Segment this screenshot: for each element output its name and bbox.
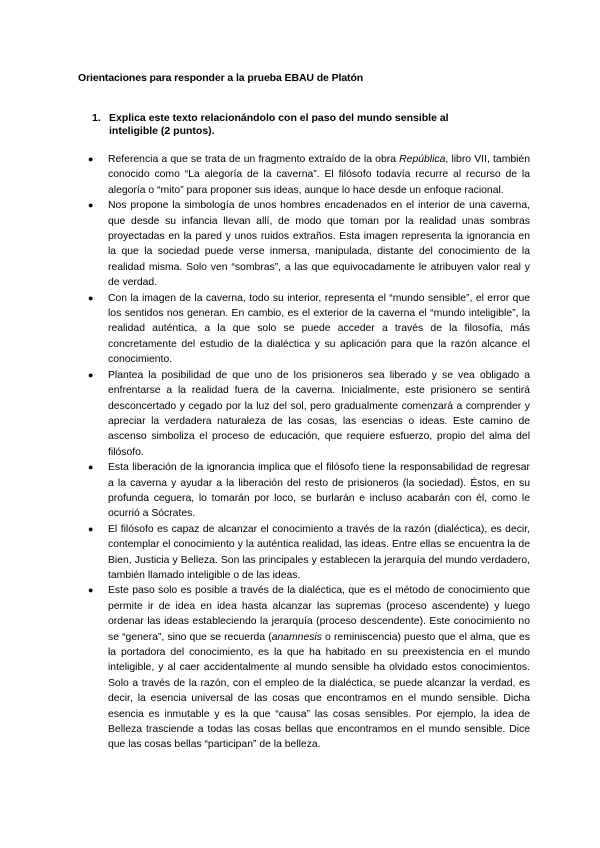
bullet-item [85,583,530,752]
bullet-icon: ● [88,462,94,473]
italic-term: anamnesis [271,631,322,643]
bullet-text [108,293,530,366]
document-title: Orientaciones para responder a la prueba EBAU de Platón [78,72,364,84]
bullet-item [85,368,530,460]
text-run: Plantea la posibilidad de que uno de los prisioneros sea liberado y se vea obligado a enfrentarse a la realidad fuera de la caverna. Inicialmente, este prisionero se sentirá desconcertado y cegado por la luz del sol, pero gradualmente comenzará a comprender y apreciar la verdadera naturaleza de las cosas, las esencias o ideas. Este camino de ascenso simboliza el proceso de educación, que requiere esfuerzo, propio del alma del filósofo. [108,369,530,458]
bullet-text [108,370,530,458]
bullet-icon: ● [88,369,94,380]
bullet-icon: ● [88,292,94,303]
text-run: Este paso solo es posible a través de la dialéctica, que es el método de conocimiento que permite ir de idea en idea hasta alcanzar las supremas (proceso ascendente) y luego ordenar las ideas estableciendo la jerarquía (proceso descendente). Este conocimiento no se “genera”, sino que se recuerda ( [108,585,530,643]
italic-term: República [399,154,446,165]
text-run: , libro VII, también conocido como “La alegoría de la caverna”. El filósofo todavía recurre al recurso de la alegoría o “mito” para proponer sus ideas, aunque lo hace desde un enfoque racional. [108,154,530,196]
bullet-list [85,152,530,753]
question-text: Explica este texto relacionándolo con el paso del mundo sensible al inteligible (2 puntos). [109,112,449,137]
bullet-text [108,524,530,581]
text-run: Esta liberación de la ignorancia implica que el filósofo tiene la responsabilidad de regresar a la caverna y ayudar a la liberación del resto de prisioneros (la sociedad). Éstos, en su profunda ceguera, lo tomarán por loco, se burlarán e incluso acabarán con él, como le ocurrió a Sócrates. [108,462,530,520]
bullet-item [85,198,530,290]
text-run: Referencia a que se trata de un fragmento extraído de la obra [108,154,400,165]
bullet-item [85,152,530,198]
bullet-text [108,585,530,750]
question-heading [92,112,492,138]
bullet-text [108,154,530,196]
text-run: Con la imagen de la caverna, todo su interior, representa el “mundo sensible”, el error que los sentidos nos generan. En cambio, es el exterior de la caverna el “mundo inteligible”, la realidad auténtica, a la que solo se puede acceder a través de la filosofía, más concretamente del estudio de la dialéctica y su aplicación para que la razón alcance el conocimiento. [108,292,530,366]
bullet-text [108,462,530,519]
bullet-text [108,200,530,288]
bullet-icon: ● [88,154,94,164]
bullet-icon: ● [88,523,94,534]
bullet-item [85,291,530,368]
bullet-icon: ● [88,200,94,211]
text-run: El filósofo es capaz de alcanzar el conocimiento a través de la razón (dialéctica), es decir, contemplar el conocimiento y la auténtica realidad, las ideas. Entre ellas se encuentra la de Bien, Justicia y Belleza. Son las principales y establecen la jerarquía del mundo verdadero, también llamado inteligible o de las ideas. [108,523,530,581]
text-run: Nos propone la simbología de unos hombres encadenados en el interior de una caverna, que desde su infancia llevan allí, de modo que toman por la realidad unas sombras proyectadas en la pared y unos ruidos extraños. Esta imagen representa la ignorancia en la que la sociedad puede verse inmersa, manipulada, distante del conocimiento de la realidad misma. Solo ven “sombras”, a las que equivocadamente le atribuyen valor real y de verdad. [108,200,530,289]
question-number: 1. [92,112,101,124]
bullet-item [85,460,530,522]
text-run: o reminiscencia) puesto que el alma, que es la portadora del conocimiento, es la que ha habitado en su preexistencia en el mundo inteligible, y al caer accidentalmente al mundo sensible ha olvidado estos conocimientos. Solo a través de la razón, con el empleo de la dialéctica, se puede alcanzar la verdad, es decir, la esencia universal de las cosas que encontramos en el mundo sensible. Dicha esencia es inmutable y es la que “causa” las cosas sensibles. Por ejemplo, la idea de Belleza trasciende a todas las cosas bellas que encontramos en el mundo sensible. Dice que las cosas bellas “participan” de la belleza. [108,631,530,751]
bullet-item [85,522,530,584]
bullet-icon: ● [88,585,94,596]
